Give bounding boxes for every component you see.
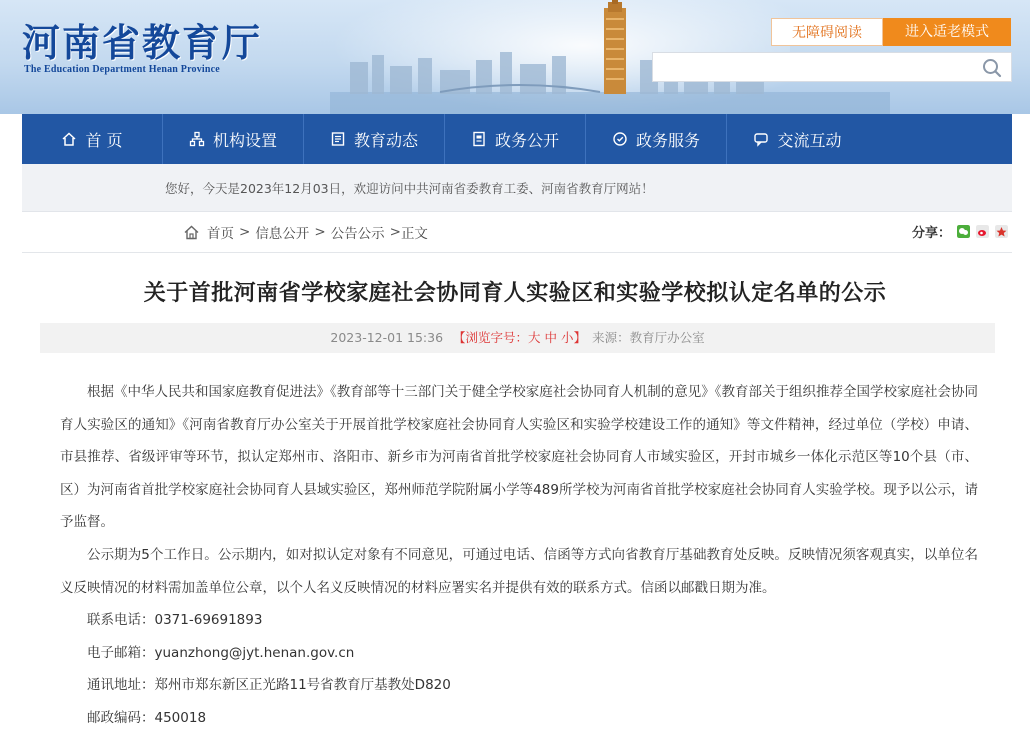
welcome-text: 您好，今天是2023年12月03日，欢迎访问中共河南省委教育工委、河南省教育厅网站！ xyxy=(165,181,654,196)
nav-item-label: 政务公开 xyxy=(494,130,559,150)
font-size-label: 【浏览字号： xyxy=(453,330,529,345)
divider xyxy=(22,252,1012,253)
breadcrumb-current: 正文 xyxy=(400,226,428,242)
share-bar xyxy=(912,222,1008,240)
chat-icon xyxy=(753,131,769,147)
site-header xyxy=(0,0,1030,114)
article-meta xyxy=(40,323,995,353)
contact-address: 通讯地址：郑州市郑东新区正光路11号省教育厅基教处D820 xyxy=(87,677,451,694)
font-size-small-link[interactable]: 小 xyxy=(561,330,574,345)
doc-icon xyxy=(471,131,487,147)
font-size-label-end: 】 xyxy=(573,330,587,345)
nav-item-label: 首 页 xyxy=(85,130,123,150)
article-title: 关于首批河南省学校家庭社会协同育人实验区和实验学校拟认定名单的公示 xyxy=(143,281,887,306)
share-label: 分享： xyxy=(912,225,952,241)
contact-phone: 联系电话：0371-69691893 xyxy=(87,612,263,629)
welcome-bar xyxy=(22,164,1012,212)
nav-item-organization[interactable] xyxy=(163,114,304,164)
nav-item-label: 交流互动 xyxy=(777,130,842,150)
article-datetime: 2023-12-01 15:36 xyxy=(330,330,444,345)
search-input[interactable] xyxy=(659,57,969,77)
breadcrumb-home-link[interactable]: 首页 xyxy=(207,226,234,242)
nav-item-education-news[interactable] xyxy=(304,114,445,164)
breadcrumb-separator: > xyxy=(239,224,251,240)
article-source: 来源：教育厅办公室 xyxy=(592,330,705,345)
nav-item-label: 教育动态 xyxy=(353,130,418,150)
breadcrumb-separator: > xyxy=(314,224,326,240)
breadcrumb-info-link[interactable]: 信息公开 xyxy=(255,226,310,242)
news-icon xyxy=(330,131,346,147)
main-nav xyxy=(22,114,1012,164)
nav-item-label: 政务服务 xyxy=(635,130,700,150)
breadcrumb-separator: > xyxy=(389,224,401,240)
home-icon xyxy=(183,224,200,241)
nav-item-government-affairs[interactable] xyxy=(445,114,586,164)
article-paragraph: 公示期为5个工作日。公示期内，如对拟认定对象有不同意见，可通过电话、信函等方式向省教育厅基础教育处反映。反映情况须客观真实，以单位名义反映情况的材料需加盖单位公章，以个人名义反映情况的材料应署实名并提供有效的联系方式。信函以邮戳日期为准。 xyxy=(60,546,978,596)
contact-postcode: 邮政编码：450018 xyxy=(87,709,207,726)
breadcrumb-notice-link[interactable]: 公告公示 xyxy=(330,226,385,242)
search-box xyxy=(652,52,1012,82)
accessibility-reading-button[interactable]: 无障碍阅读 xyxy=(771,18,883,46)
article-paragraph: 根据《中华人民共和国家庭教育促进法》《教育部等十三部门关于健全学校家庭社会协同育人机制的意见》《教育部关于组织推荐全国学校家庭社会协同育人实验区的通知》《河南省教育厅办公室关于开展首批学校家庭社会协同育人实验区和实验学校建设工作的通知》等文件精神，经过单位（学校）申请、市县推荐、省级评审等环节，拟认定郑州市、洛阳市、新乡市为河南省首批学校家庭社会协同育人市域实验区，开封市城乡一体化示范区等10个县（市、区）为河南省首批学校家庭社会协同育人县域实验区，郑州师范学院附属小学等489所学校为河南省首批学校家庭社会协同育人实验学校。现予以公示，请予监督。 xyxy=(60,384,978,531)
elder-mode-button[interactable]: 进入适老模式 xyxy=(883,18,1011,46)
nav-item-interaction[interactable] xyxy=(727,114,868,164)
site-logo-title: 河南省教育厅 xyxy=(22,20,263,65)
font-size-large-link[interactable]: 大 xyxy=(528,330,541,345)
font-size-medium-link[interactable]: 中 xyxy=(544,330,558,345)
service-icon xyxy=(612,131,628,147)
nav-item-home[interactable] xyxy=(22,114,163,164)
breadcrumb xyxy=(183,222,428,242)
org-icon xyxy=(189,131,205,147)
wechat-share-icon[interactable] xyxy=(957,225,970,238)
qzone-share-icon[interactable] xyxy=(995,225,1008,238)
nav-item-label: 机构设置 xyxy=(212,130,277,150)
weibo-share-icon[interactable] xyxy=(976,225,989,238)
nav-item-government-services[interactable] xyxy=(586,114,727,164)
site-logo-subtitle: The Education Department Henan Province xyxy=(24,64,220,75)
article-body xyxy=(60,376,978,735)
search-icon[interactable] xyxy=(981,57,1003,79)
contact-email: 电子邮箱：yuanzhong@jyt.henan.gov.cn xyxy=(87,644,355,661)
home-icon xyxy=(61,131,77,147)
